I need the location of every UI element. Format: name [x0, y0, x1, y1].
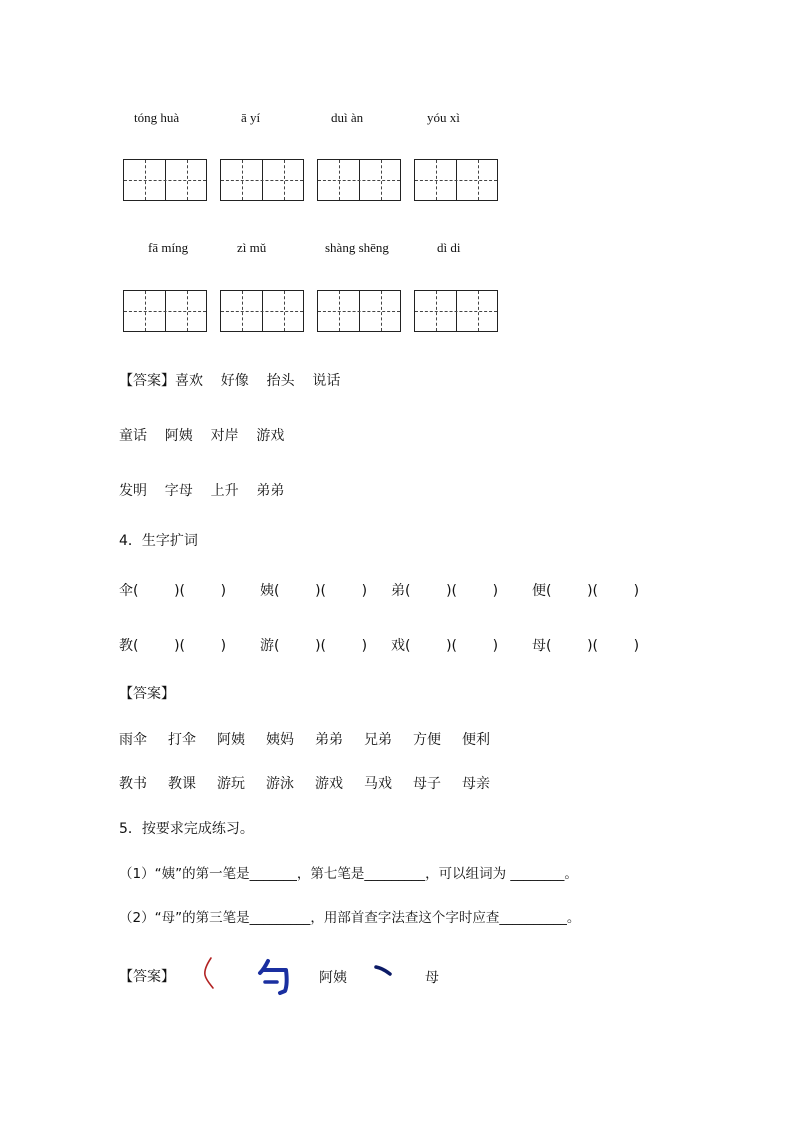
writing-box — [123, 290, 207, 332]
answer-1-words-1: 喜欢 好像 抬头 说话 — [175, 373, 341, 389]
writing-box — [414, 159, 498, 201]
answer-2-word: 姨妈 — [266, 732, 294, 748]
question-5-title: 5．按要求完成练习。 — [119, 821, 254, 837]
stroke-pie-zhe-image — [256, 958, 294, 996]
writing-box — [220, 159, 304, 201]
q4-row1-item1: 伞( )( ) — [119, 583, 227, 599]
q4-row1-item4: 便( )( ) — [532, 583, 640, 599]
q4-row1-item2: 姨( )( ) — [260, 583, 368, 599]
pinyin-2-3: shàng shēng — [325, 240, 389, 255]
answer-2-word: 游泳 — [266, 776, 294, 792]
answer-2-label: 【答案】 — [119, 686, 175, 702]
answer-label: 【答案】 — [119, 373, 175, 389]
writing-box — [317, 159, 401, 201]
q4-row2-item3: 戏( )( ) — [391, 638, 499, 654]
answer-2-word: 母子 — [413, 776, 441, 792]
answer-2-word: 方便 — [413, 732, 441, 748]
question-5-sub-2: （2）“母”的第三笔是_________，用部首查字法查这个字时应查__________。 — [119, 910, 581, 926]
answer-2-word: 教书 — [119, 776, 147, 792]
answer-3-radical: 母 — [425, 970, 439, 986]
answer-2-word: 母亲 — [462, 776, 490, 792]
answer-2-word: 弟弟 — [315, 732, 343, 748]
answer-2-word: 游玩 — [217, 776, 245, 792]
answer-2-word: 雨伞 — [119, 732, 147, 748]
q4-row2-item1: 教( )( ) — [119, 638, 227, 654]
pinyin-2-1: fā míng — [148, 240, 189, 255]
pinyin-2-2: zì mǔ — [237, 240, 267, 255]
writing-box — [414, 290, 498, 332]
writing-box — [317, 290, 401, 332]
answer-2-word: 打伞 — [168, 732, 196, 748]
answer-2-word: 马戏 — [364, 776, 392, 792]
answer-3-word: 阿姨 — [319, 970, 347, 986]
answer-2-word: 便利 — [462, 732, 490, 748]
question-5-sub-1: （1）“姨”的第一笔是_______，第七笔是_________，可以组词为 ________。 — [119, 866, 578, 882]
answer-2-word: 游戏 — [315, 776, 343, 792]
q4-row2-item4: 母( )( ) — [532, 638, 640, 654]
writing-box — [220, 290, 304, 332]
answer-2-word: 阿姨 — [217, 732, 245, 748]
answer-2-word: 教课 — [168, 776, 196, 792]
question-4-title: 4．生字扩词 — [119, 533, 198, 549]
pinyin-1-1: tóng huà — [134, 110, 180, 125]
stroke-pie-dian-image — [198, 955, 218, 991]
answer-1-line-1 — [119, 370, 340, 390]
pinyin-1-4: yóu xì — [427, 110, 460, 125]
answer-2-word: 兄弟 — [364, 732, 392, 748]
pinyin-1-2: ā yí — [241, 110, 261, 125]
answer-3-label: 【答案】 — [119, 969, 175, 985]
pinyin-1-3: duì àn — [331, 110, 364, 125]
answer-1-line-2: 童话 阿姨 对岸 游戏 — [119, 428, 285, 444]
q4-row2-item2: 游( )( ) — [260, 638, 368, 654]
answer-1-line-3: 发明 字母 上升 弟弟 — [119, 483, 285, 499]
stroke-dian-image — [373, 963, 393, 977]
pinyin-2-4: dì di — [437, 240, 461, 255]
writing-box — [123, 159, 207, 201]
q4-row1-item3: 弟( )( ) — [391, 583, 499, 599]
